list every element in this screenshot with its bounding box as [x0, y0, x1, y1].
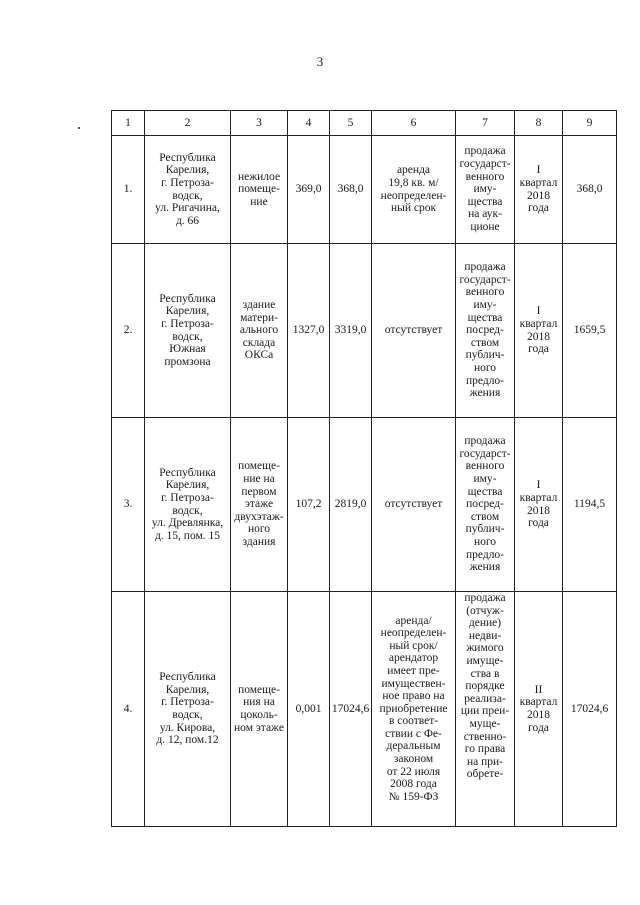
object-value: 3319,0: [330, 244, 372, 418]
object-address: Республика Карелия, г. Петроза- водск, ул. Ригачина, д. 66: [145, 136, 231, 244]
object-value: 17024,6: [330, 592, 372, 827]
object-encumbrance: отсутствует: [372, 244, 456, 418]
scan-speck: [78, 127, 80, 129]
column-number: 9: [563, 111, 617, 136]
page-number: 3: [316, 54, 324, 69]
object-description: здание матери- ального склада ОКСа: [231, 244, 288, 418]
expected-price: 1659,5: [563, 244, 617, 418]
table-row: [112, 418, 617, 592]
sale-term: II квартал 2018 года: [515, 592, 563, 827]
sale-term: I квартал 2018 года: [515, 136, 563, 244]
column-number: 3: [231, 111, 288, 136]
object-encumbrance: аренда 19,8 кв. м/ неопределен- ный срок: [372, 136, 456, 244]
row-number: 2.: [112, 244, 145, 418]
sale-method: продажа государст- венного иму- щества на аук- ционе: [456, 136, 515, 244]
column-number-row: [112, 111, 617, 136]
column-number: 2: [145, 111, 231, 136]
sale-term: I квартал 2018 года: [515, 418, 563, 592]
row-number: 3.: [112, 418, 145, 592]
object-area: 107,2: [288, 418, 330, 592]
table-row: [112, 244, 617, 418]
table-row: [112, 592, 617, 827]
object-address: Республика Карелия, г. Петроза- водск, ул. Кирова, д. 12, пом.12: [145, 592, 231, 827]
object-address: Республика Карелия, г. Петроза- водск, ул. Древлянка, д. 15, пом. 15: [145, 418, 231, 592]
sale-term: I квартал 2018 года: [515, 244, 563, 418]
column-number: 7: [456, 111, 515, 136]
object-description: помеще- ние на первом этаже двухэтаж- ного здания: [231, 418, 288, 592]
sale-method: продажа (отчуж- дение) недви- жимого имуще- ства в порядке реализа- ции преи- муще- ственно- го права на при- обрете-: [456, 592, 515, 827]
object-area: 0,001: [288, 592, 330, 827]
object-description: помеще- ния на цоколь- ном этаже: [231, 592, 288, 827]
sale-method: продажа государст- венного иму- щества посред- ством публич- ного предло- жения: [456, 244, 515, 418]
row-number: 4.: [112, 592, 145, 827]
object-area: 1327,0: [288, 244, 330, 418]
object-address: Республика Карелия, г. Петроза- водск, Южная промзона: [145, 244, 231, 418]
object-encumbrance: аренда/ неопределен- ный срок/ арендатор имеет пре- имуществен- ное право на приобретение в соответ- ствии с Фе- деральным законом от 22 июля 2008 года № 159-ФЗ: [372, 592, 456, 827]
column-number: 4: [288, 111, 330, 136]
column-number: 1: [112, 111, 145, 136]
table-row: [112, 136, 617, 244]
privatization-table: [111, 110, 617, 827]
column-number: 8: [515, 111, 563, 136]
column-number: 6: [372, 111, 456, 136]
expected-price: 1194,5: [563, 418, 617, 592]
object-value: 368,0: [330, 136, 372, 244]
object-description: нежилое помеще- ние: [231, 136, 288, 244]
column-number: 5: [330, 111, 372, 136]
object-encumbrance: отсутствует: [372, 418, 456, 592]
object-value: 2819,0: [330, 418, 372, 592]
expected-price: 368,0: [563, 136, 617, 244]
sale-method: продажа государст- венного иму- щества посред- ством публич- ного предло- жения: [456, 418, 515, 592]
object-area: 369,0: [288, 136, 330, 244]
row-number: 1.: [112, 136, 145, 244]
expected-price: 17024,6: [563, 592, 617, 827]
